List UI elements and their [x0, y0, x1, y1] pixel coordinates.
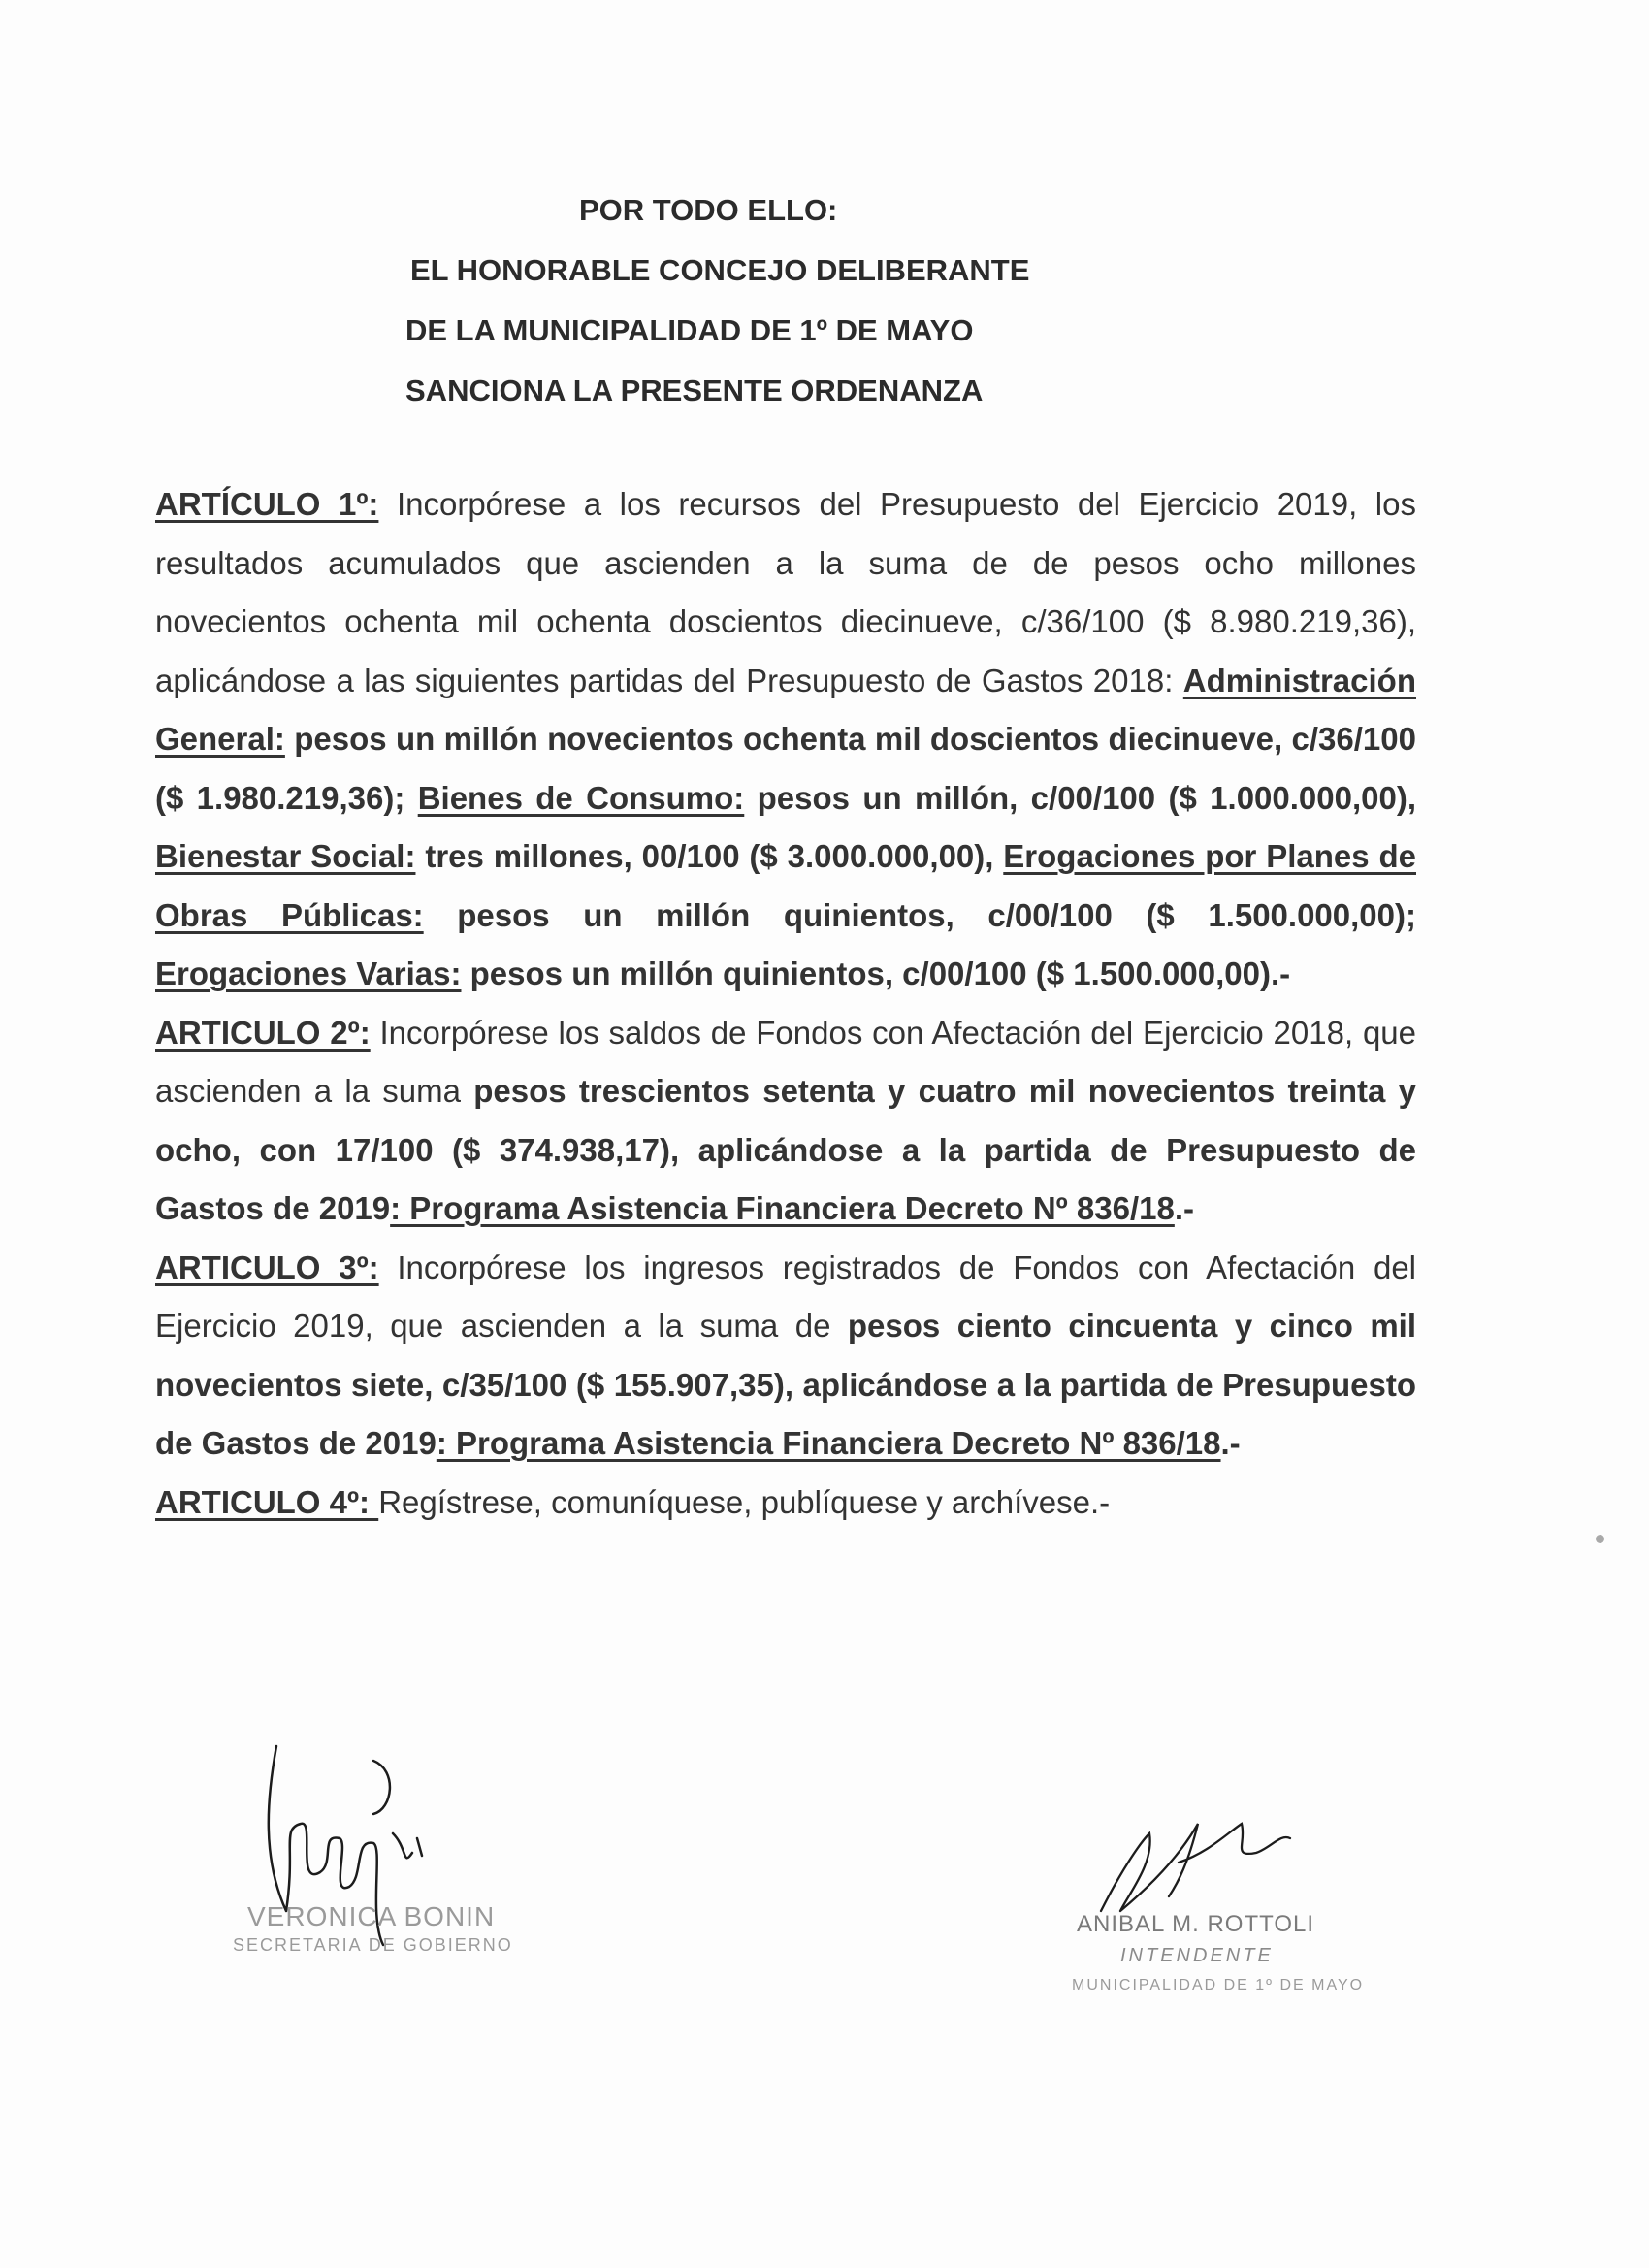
heading-line-1: POR TODO ELLO:	[579, 193, 838, 227]
signatory-right-name: ANIBAL M. ROTTOLI	[1077, 1911, 1315, 1937]
article-3-text: Incorpórese los ingresos registrados de Fondos con Afectación del Ejercicio 2019, que ascienden a la suma de	[155, 1248, 1417, 1344]
article-3-label: ARTICULO 3º:	[155, 1248, 379, 1285]
article-2-end: .-	[1174, 1190, 1194, 1226]
signature-left	[228, 1741, 519, 1993]
article-3	[155, 1239, 1416, 1474]
heading-line-3: DE LA MUNICIPALIDAD DE 1º DE MAYO	[405, 313, 974, 347]
item-administracion-general-label: Administración General:	[155, 662, 1416, 757]
signature-left-scribble	[228, 1741, 519, 1993]
article-4-text: Regístrese, comuníquese, publíquese y archívese.-	[378, 1483, 1111, 1520]
signatory-left-name: VERONICA BONIN	[247, 1901, 496, 1931]
signature-right	[1062, 1804, 1365, 2027]
heading-line-2: EL HONORABLE CONCEJO DELIBERANTE	[410, 253, 1030, 287]
item-bienes-de-consumo-amount: pesos un millón, c/00/100 ($ 1.000.000,00),	[744, 779, 1417, 816]
ordinance-heading	[0, 180, 1649, 421]
article-2-amount: pesos trescientos setenta y cuatro mil novecientos treinta y ocho, con 17/100 ($ 374.938,17), aplicándose a la partida de Presupuesto de Gastos de 2019	[155, 1073, 1416, 1226]
signatory-left-role: SECRETARIA DE GOBIERNO	[233, 1935, 513, 1955]
article-3-program: : Programa Asistencia Financiera Decreto Nº 836/18	[436, 1425, 1221, 1461]
article-4-label: ARTICULO 4º:	[155, 1483, 379, 1520]
item-bienestar-social-amount: tres millones, 00/100 ($ 3.000.000,00),	[415, 838, 1004, 874]
item-bienestar-social-label: Bienestar Social:	[155, 838, 416, 874]
article-4	[155, 1474, 1416, 1533]
article-1	[155, 475, 1416, 1004]
item-erogaciones-varias-amount: pesos un millón quinientos, c/00/100 ($ 1.500.000,00).-	[461, 956, 1291, 991]
paper-speck	[1596, 1535, 1604, 1543]
article-2-program: : Programa Asistencia Financiera Decreto Nº 836/18	[390, 1190, 1175, 1226]
heading-line-4: SANCIONA LA PRESENTE ORDENANZA	[405, 373, 984, 407]
article-2	[155, 1004, 1416, 1239]
article-2-text: Incorpórese los saldos de Fondos con Afectación del Ejercicio 2018, que ascienden a la suma	[155, 1014, 1417, 1109]
article-1-text: Incorpórese a los recursos del Presupuesto del Ejercicio 2019, los resultados acumulados que ascienden a la suma de de pesos ocho millones novecientos ochenta mil ochenta doscientos diecinueve, c/36/100 ($ 8.980.219,36), aplicándose a las siguientes partidas del Presupuesto de Gastos 2018:	[155, 486, 1416, 698]
signatory-right-org: MUNICIPALIDAD DE 1º DE MAYO	[1072, 1977, 1365, 1993]
article-3-amount: pesos ciento cincuenta y cinco mil novecientos siete, c/35/100 ($ 155.907,35), aplicándose a la partida de Presupuesto de Gastos de 2019	[155, 1308, 1416, 1461]
signatory-right-role: INTENDENTE	[1120, 1945, 1274, 1966]
item-obras-publicas-amount: pesos un millón quinientos, c/00/100 ($ 1.500.000,00);	[423, 896, 1416, 933]
article-3-end: .-	[1220, 1425, 1241, 1461]
item-administracion-general-amount: pesos un millón novecientos ochenta mil doscientos diecinueve, c/36/100 ($ 1.980.219,36);	[155, 721, 1416, 816]
article-2-label: ARTICULO 2º:	[155, 1014, 371, 1051]
ordinance-body	[155, 475, 1416, 1532]
article-1-label: ARTÍCULO 1º:	[155, 486, 379, 522]
item-erogaciones-varias-label: Erogaciones Varias:	[155, 956, 462, 991]
item-bienes-de-consumo-label: Bienes de Consumo:	[417, 779, 745, 816]
item-obras-publicas-label: Erogaciones por Planes de Obras Públicas:	[155, 838, 1416, 933]
